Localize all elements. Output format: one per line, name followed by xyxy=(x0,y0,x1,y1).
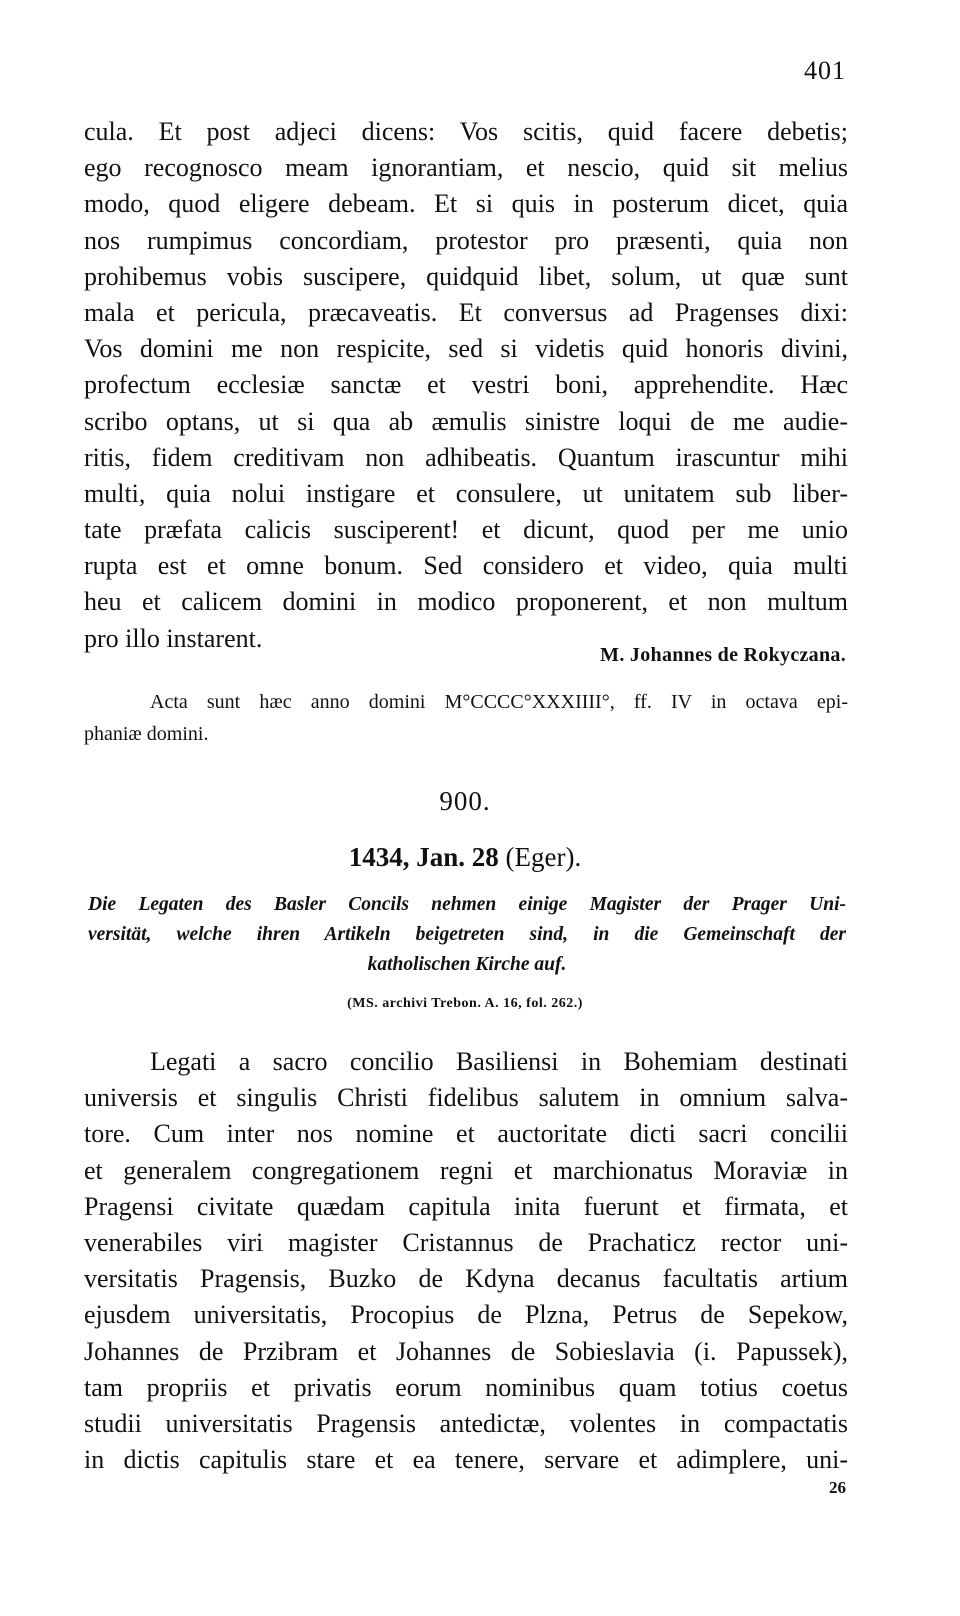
text-line: scribo optans, ut si qua ab æmulis sinistre loqui de me audie- xyxy=(84,406,848,436)
text-line: ego recognosco meam ignorantiam, et nescio, quid sit melius xyxy=(84,153,848,183)
text-line: ejusdem universitatis, Procopius de Plzna, Petrus de Sepekow, xyxy=(84,1300,848,1330)
letter-signature: M. Johannes de Rokyczana. xyxy=(600,644,846,666)
text-line: Pragensi civitate quædam capitula inita fuerunt et firmata, et xyxy=(84,1191,848,1221)
document-number: 900. xyxy=(439,786,491,816)
text-line: universis et singulis Christi fidelibus salutem in omnium salva- xyxy=(84,1083,848,1113)
printer-signature-mark: 26 xyxy=(829,1478,846,1497)
text-line: in dictis capitulis stare et ea tenere, servare et adimplere, uni- xyxy=(84,1445,848,1475)
document-summary xyxy=(88,890,846,980)
text-line: tam propriis et privatis eorum nominibus quam totius coetus xyxy=(84,1372,848,1402)
document-date-place: (Eger). xyxy=(505,842,582,872)
document-date xyxy=(0,842,930,873)
text-line: mala et pericula, præcaveatis. Et conversus ad Pragenses dixi: xyxy=(84,297,848,327)
text-line: profectum ecclesiæ sanctæ et vestri boni, apprehendite. Hæc xyxy=(84,370,848,400)
acta-line: phaniæ domini. xyxy=(84,723,209,745)
paragraph-continuation xyxy=(84,114,848,657)
document-date-main: 1434, Jan. 28 xyxy=(348,842,499,872)
text-line: multi, quia nolui instigare et consulere, ut unitatem sub liber- xyxy=(84,478,848,508)
text-line: venerabiles viri magister Cristannus de Prachaticz rector uni- xyxy=(84,1227,848,1257)
text-line: et generalem congregationem regni et marchionatus Moraviæ in xyxy=(84,1155,848,1185)
text-line: cula. Et post adjeci dicens: Vos scitis, quid facere debetis; xyxy=(84,117,848,146)
text-line: versitatis Pragensis, Buzko de Kdyna decanus facultatis artium xyxy=(84,1264,848,1294)
text-line: nos rumpimus concordiam, protestor pro præsenti, quia non xyxy=(84,225,848,255)
acta-note xyxy=(84,686,848,750)
text-line: Johannes de Przibram et Johannes de Sobieslavia (i. Papussek), xyxy=(84,1336,848,1366)
summary-line: katholischen Kirche auf. xyxy=(367,954,567,975)
text-line: ritis, fidem creditivam non adhibeatis. Quantum irascuntur mihi xyxy=(84,442,848,472)
acta-line: Acta sunt hæc anno domini M°CCCC°XXXIIII°, ff. IV in octava epi- xyxy=(150,691,848,713)
document-body xyxy=(84,1044,848,1478)
summary-line: versität, welche ihren Artikeln beigetreten sind, in die Gemeinschaft der xyxy=(88,924,846,945)
text-line: studii universitatis Pragensis antedictæ, volentes in compactatis xyxy=(84,1408,848,1438)
text-line: rupta est et omne bonum. Sed considero et video, quia multi xyxy=(84,551,848,581)
summary-line: Die Legaten des Basler Concils nehmen einige Magister der Prager Uni- xyxy=(88,894,846,915)
text-line: heu et calicem domini in modico proponerent, et non multum xyxy=(84,587,848,617)
text-line: Vos domini me non respicite, sed si videtis quid honoris divini, xyxy=(84,334,848,364)
text-line: Legati a sacro concilio Basiliensi in Bohemiam destinati xyxy=(150,1047,848,1076)
page-number: 401 xyxy=(804,56,846,85)
text-line: tate præfata calicis susciperent! et dicunt, quod per me unio xyxy=(84,515,848,545)
text-line: modo, quod eligere debeam. Et si quis in posterum dicet, quia xyxy=(84,189,848,219)
text-line: tore. Cum inter nos nomine et auctoritate dicti sacri concilii xyxy=(84,1119,848,1149)
source-citation: (MS. archivi Trebon. A. 16, fol. 262.) xyxy=(347,996,583,1011)
text-line: pro illo instarent. xyxy=(84,623,263,653)
text-line: prohibemus vobis suscipere, quidquid libet, solum, ut quæ sunt xyxy=(84,261,848,291)
